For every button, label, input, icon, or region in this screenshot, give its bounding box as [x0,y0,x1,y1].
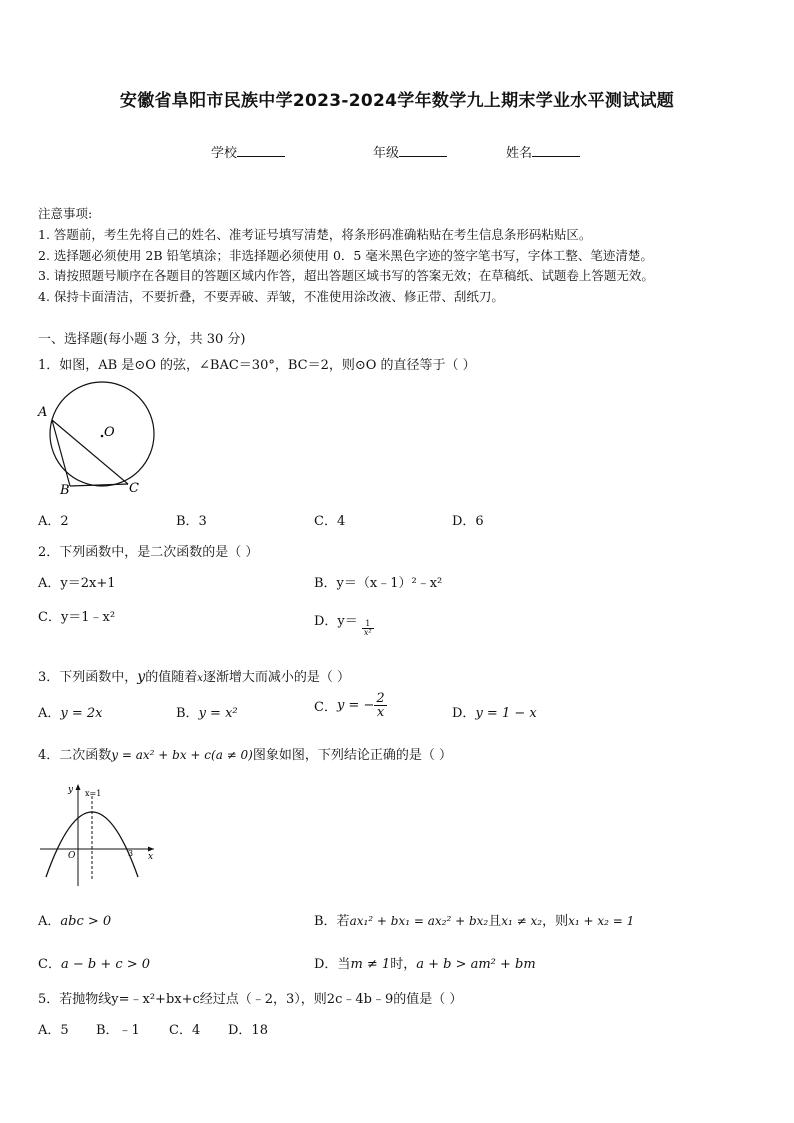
document-title: 安徽省阜阳市民族中学2023-2024学年数学九上期末学业水平测试试题 [119,91,675,111]
q3-option-a-label: A． [38,706,61,721]
q2-option-a: A．y＝2x+1 [38,576,116,591]
school-field [211,142,285,161]
q4-option-b-expr: ax₁² + bx₁ = ax₂² + bx₂ [349,914,489,928]
q5-option-a: A．5 [38,1023,69,1038]
q4-option-b [314,910,634,929]
q3-option-b-label: B． [176,706,199,721]
q5-option-c: C．4 [169,1023,201,1038]
q4-option-a-label: A． [38,914,61,929]
note-item-4: 4. 保持卡面清洁，不要折叠，不要弄破、弄皱，不准使用涂改液、修正带、刮纸刀。 [38,289,504,304]
q2-option-d [314,606,374,637]
q4-option-a [38,910,111,929]
q4-option-b-mid: 且 [488,914,502,929]
q1-option-a: A．2 [38,514,69,529]
q3-option-b [176,702,238,721]
q3-frac-denominator: x [376,705,385,720]
question-5-stem: 5．若抛物线y=﹣x²+bx+c经过点（﹣2，3），则2c﹣4b﹣9的值是（ ） [38,992,463,1007]
grade-field [373,142,447,161]
q2-option-d-label: D．y＝ [314,614,358,629]
q4-option-a-expr: abc > 0 [60,914,112,929]
question-4-stem [38,744,452,763]
q5-option-d: D．18 [228,1023,268,1038]
q4-option-c-expr: a − b + c > 0 [60,957,151,972]
q4-option-d-expr: a + b > am² + bm [416,957,536,972]
q3-option-c-fraction [374,692,386,719]
note-item-2: 2. 选择题必须使用 2B 铅笔填涂；非选择题必须使用 0．5 毫米黑色字迹的签字笔书写，字体工整、笔迹清楚。 [38,248,653,263]
name-blank [532,143,580,157]
parabola-graph [38,780,160,890]
note-item-3: 3. 请按照题号顺序在各题目的答题区域内作答，超出答题区域书写的答案无效；在草稿纸、试题卷上答题无效。 [38,268,654,283]
q3-option-d [452,702,537,721]
q3-option-b-expr: y = x² [198,706,238,721]
q4-expression: y = ax² + bx + c(a ≠ 0) [111,748,253,762]
q3-option-c [314,692,387,719]
q4-option-b-cond: x₁ ≠ x₂ [501,914,543,928]
q3-frac-numerator: 2 [376,691,385,706]
graph-y-label: y [68,785,74,795]
q5-option-b: B．﹣1 [96,1023,140,1038]
grade-blank [399,143,447,157]
name-field [506,142,580,161]
school-blank [237,143,285,157]
q4-option-c [38,953,150,972]
q4-option-c-label: C． [38,957,61,972]
point-c-label: C [129,481,139,496]
circle-figure [34,380,160,498]
school-label: 学校 [211,146,238,161]
q4-stem-part-2: 图象如图，下列结论正确的是（ ） [252,748,452,763]
q4-option-d-mid: 时， [390,957,417,972]
q3-option-a [38,702,103,721]
center-o-label: O [104,425,115,440]
section-heading: 一、选择题(每小题 3 分，共 30 分) [38,332,246,347]
q2-option-b: B．y＝（x﹣1）²﹣x² [314,576,443,591]
q3-option-d-label: D． [452,706,476,721]
graph-axis-label: x=1 [85,789,102,798]
q2-option-d-fraction [362,620,374,637]
q3-option-c-expr: y = − [336,698,375,713]
graph-root-label: 3 [128,849,134,858]
q4-option-d-label: D．当 [314,957,351,972]
q4-option-b-label: B．若 [314,914,350,929]
question-2-stem: 2．下列函数中，是二次函数的是（ ） [38,545,259,560]
q2-frac-denominator: x² [363,628,372,637]
q3-var-x: x [197,673,203,684]
graph-x-label: x [148,852,154,862]
notes-heading: 注意事项: [38,206,93,221]
q2-option-c: C．y＝1﹣x² [38,610,116,625]
name-label: 姓名 [506,146,533,161]
q4-option-d [314,953,536,972]
point-b-label: B [60,483,70,498]
point-a-label: A [38,405,48,420]
q4-stem-part-1: 4．二次函数 [38,748,112,763]
q3-option-d-expr: y = 1 − x [475,706,537,721]
q3-option-c-label: C． [314,700,337,715]
q1-option-c: C．4 [314,514,346,529]
q1-option-d: D．6 [452,514,484,529]
q3-option-a-expr: y = 2x [60,706,103,721]
q3-stem-part-1: 3．下列函数中， [38,670,138,685]
q3-stem-part-3: 逐渐增大而减小的是（ ） [202,670,350,685]
q3-var-y: y [137,669,146,685]
grade-label: 年级 [373,146,400,161]
question-1-stem: 1．如图，AB 是⊙O 的弦，∠BAC＝30°，BC＝2，则⊙O 的直径等于（ ） [38,358,476,373]
question-3-stem [38,666,350,685]
q1-option-b: B．3 [176,514,207,529]
graph-origin-label: O [68,851,76,861]
q4-option-d-cond: m ≠ 1 [350,957,391,972]
note-item-1: 1. 答题前，考生先将自己的姓名、准考证号填写清楚，将条形码准确粘贴在考生信息条形码粘贴区。 [38,227,592,242]
q2-frac-numerator: 1 [362,620,374,629]
q4-option-b-result: x₁ + x₂ = 1 [568,914,635,928]
q4-option-b-then: ，则 [542,914,569,929]
q3-stem-part-2: 的值随着 [145,670,198,685]
